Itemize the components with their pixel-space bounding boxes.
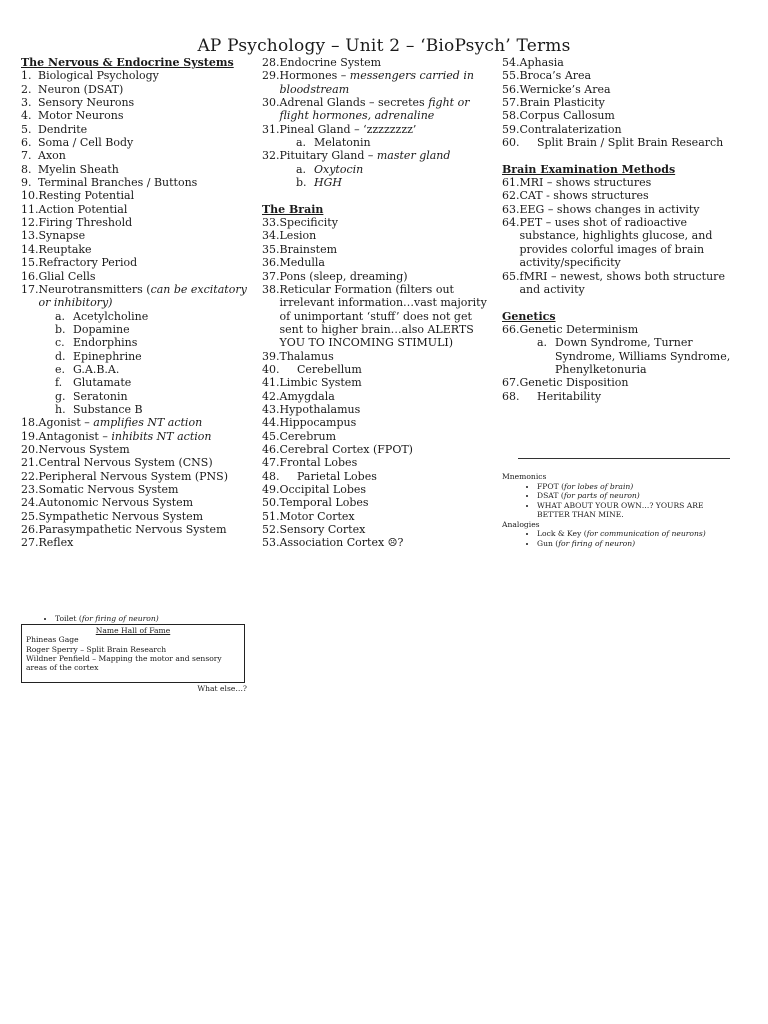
term-item: 66. Genetic Determinism bbox=[502, 322, 639, 336]
term-item: 64. PET – uses shot of radioactive substance, highlights glucose, and provides colorful images of brain activity/specificity bbox=[502, 216, 716, 270]
term-item: 65. fMRI – newest, shows both structure and activity bbox=[502, 269, 729, 296]
term-item: 48. Parietal Lobes bbox=[262, 469, 377, 483]
term-item: 37. Pons (sleep, dreaming) bbox=[262, 269, 408, 283]
section-heading-exam: Brain Examination Methods bbox=[502, 162, 676, 176]
toilet-analogy bbox=[21, 614, 251, 624]
term-list-66 bbox=[502, 323, 738, 336]
term-item: 60. Split Brain / Split Brain Research bbox=[502, 136, 724, 150]
sub-item: h. Substance B bbox=[55, 402, 143, 416]
term-item: 49. Occipital Lobes bbox=[262, 483, 367, 496]
term-item: 23. Somatic Nervous System bbox=[21, 483, 179, 496]
page-title: AP Psychology – Unit 2 – ‘BioPsych’ Terms bbox=[197, 36, 571, 56]
term-item: 39. Thalamus bbox=[262, 349, 334, 363]
term-item: 19. Antagonist – inhibits NT action bbox=[21, 429, 212, 443]
term-item: 24. Autonomic Nervous System bbox=[21, 496, 194, 510]
column-endocrine-brain bbox=[262, 56, 492, 550]
neurotransmitter-list bbox=[21, 310, 253, 417]
sub-item: b. HGH bbox=[296, 176, 342, 190]
term-item: 62. CAT - shows structures bbox=[502, 189, 649, 203]
term-item: 29. Hormones – messengers carried in bloodstream bbox=[262, 69, 474, 96]
sub-item: c. Endorphins bbox=[55, 336, 138, 350]
term-item: 3. Sensory Neurons bbox=[21, 96, 135, 110]
sub-item: b. Dopamine bbox=[55, 322, 130, 336]
term-item: 36. Medulla bbox=[262, 256, 325, 270]
term-item: 40. Cerebellum bbox=[262, 362, 362, 376]
term-item: 53. Association Cortex ☹? bbox=[262, 536, 404, 550]
term-list-28 bbox=[262, 56, 492, 69]
term-item: 12. Firing Threshold bbox=[21, 216, 133, 230]
term-item: 33. Specificity bbox=[262, 216, 338, 230]
list-item: • FPOT (for lobes of brain) bbox=[537, 482, 738, 492]
term-item: 1. Biological Psychology bbox=[21, 69, 159, 83]
term-item: 50. Temporal Lobes bbox=[262, 496, 369, 510]
term-item: 15. Refractory Period bbox=[21, 256, 138, 270]
section-heading-genetics: Genetics bbox=[502, 309, 556, 323]
term-item: 26. Parasympathetic Nervous System bbox=[21, 523, 227, 537]
term-item: 63. EEG – shows changes in activity bbox=[502, 202, 700, 216]
term-item: 16. Glial Cells bbox=[21, 269, 96, 283]
term-item: 14. Reuptake bbox=[21, 242, 92, 256]
term-item: 30. Adrenal Glands – secretes fight or flight hormones, adrenaline bbox=[262, 96, 470, 123]
term-list-20-27 bbox=[21, 443, 253, 550]
sub-item: g. Seratonin bbox=[55, 389, 128, 403]
term-item: 35. Brainstem bbox=[262, 242, 338, 256]
term-item: 43. Hypothalamus bbox=[262, 402, 361, 416]
term-item: 13. Synapse bbox=[21, 229, 86, 243]
term-item: 61. MRI – shows structures bbox=[502, 176, 652, 190]
term-list-54-60 bbox=[502, 56, 738, 149]
term-item: 22. Peripheral Nervous System (PNS) bbox=[21, 469, 229, 483]
term-item: 41. Limbic System bbox=[262, 376, 362, 390]
sub-item: a. Oxytocin bbox=[296, 162, 364, 176]
list-item: • DSAT (for parts of neuron) bbox=[537, 491, 738, 501]
term-item: 56. Wernicke’s Area bbox=[502, 82, 611, 96]
column-brain-genetics bbox=[502, 56, 738, 403]
term-item: 32. Pituitary Gland – master gland bbox=[262, 149, 451, 163]
divider-line bbox=[518, 458, 730, 459]
term-item: 58. Corpus Callosum bbox=[502, 109, 615, 123]
term-item: 7. Axon bbox=[21, 149, 66, 163]
term-list-39-53 bbox=[262, 350, 492, 550]
what-else-note: What else…? bbox=[197, 684, 247, 693]
sub-item: d. Epinephrine bbox=[55, 349, 142, 363]
term-item: 38. Reticular Formation (filters out irrelevant information…vast majority of unimportant ‘stuff’ does not get sent to higher brain…also ALERTS YOU TO INCOMING STIMULI) bbox=[262, 282, 487, 350]
hall-of-fame-name: Wildner Penfield – Mapping the motor and sensory areas of the cortex bbox=[26, 653, 222, 673]
term-item: 46. Cerebral Cortex (FPOT) bbox=[262, 442, 413, 456]
analogies-list bbox=[502, 529, 738, 548]
term-item: 4. Motor Neurons bbox=[21, 109, 124, 123]
term-item: 9. Terminal Branches / Buttons bbox=[21, 176, 198, 190]
term-item: 55. Broca’s Area bbox=[502, 69, 592, 83]
term-item: 28. Endocrine System bbox=[262, 56, 382, 69]
term-item: 34. Lesion bbox=[262, 229, 317, 243]
term-item: 6. Soma / Cell Body bbox=[21, 136, 134, 150]
term-item: 18. Agonist – amplifies NT action bbox=[21, 416, 203, 430]
term-item: 52. Sensory Cortex bbox=[262, 523, 366, 537]
term-item: 2. Neuron (DSAT) bbox=[21, 82, 124, 96]
column-nervous-endocrine bbox=[21, 56, 253, 550]
term-item: 51. Motor Cortex bbox=[262, 509, 355, 523]
term-item: 57. Brain Plasticity bbox=[502, 96, 605, 110]
term-item: 31. Pineal Gland – ‘zzzzzzzz’ bbox=[262, 122, 417, 136]
term-list-67-68 bbox=[502, 376, 738, 403]
term-item: 67. Genetic Disposition bbox=[502, 376, 629, 390]
section-heading-brain: The Brain bbox=[262, 202, 324, 216]
term-list-33-37 bbox=[262, 216, 492, 283]
sub-item: a. Melatonin bbox=[296, 136, 371, 150]
hall-of-fame-title: Name Hall of Fame bbox=[95, 626, 171, 635]
term-item: 68. Heritability bbox=[502, 389, 602, 403]
hall-of-fame-name: Phineas Gage bbox=[26, 635, 79, 645]
sub-item: a. Acetylcholine bbox=[55, 309, 149, 323]
term-item: 8. Myelin Sheath bbox=[21, 162, 119, 176]
analogies-label: Analogies bbox=[502, 519, 540, 529]
term-item: 44. Hippocampus bbox=[262, 416, 357, 430]
term-list-1-16 bbox=[21, 69, 253, 283]
term-item: 47. Frontal Lobes bbox=[262, 456, 358, 470]
mnemonics-block bbox=[502, 472, 738, 548]
term-item: 45. Cerebrum bbox=[262, 429, 337, 443]
sub-item: e. G.A.B.A. bbox=[55, 362, 120, 376]
hall-of-fame-name: Roger Sperry – Split Brain Research bbox=[26, 644, 167, 654]
list-item: • Gun (for firing of neuron) bbox=[537, 539, 738, 549]
sub-item: a. Down Syndrome, Turner Syndrome, Williams Syndrome, Phenylketonuria bbox=[537, 336, 731, 376]
term-item: 5. Dendrite bbox=[21, 122, 88, 136]
term-item: 42. Amygdala bbox=[262, 389, 335, 403]
term-list-61-65 bbox=[502, 176, 738, 296]
mnemonics-label: Mnemonics bbox=[502, 472, 547, 481]
mnemonics-list bbox=[502, 482, 738, 520]
term-item: 17. Neurotransmitters (can be excitatory or inhibitory) bbox=[21, 282, 247, 310]
term-item: 27. Reflex bbox=[21, 536, 74, 550]
hall-of-fame-names bbox=[26, 635, 240, 672]
term-item: 20. Nervous System bbox=[21, 442, 130, 456]
list-item: • Toilet (for firing of neuron) bbox=[55, 614, 251, 624]
term-item: 10. Resting Potential bbox=[21, 189, 135, 203]
hall-of-fame-box bbox=[21, 624, 245, 683]
term-item: 21. Central Nervous System (CNS) bbox=[21, 456, 213, 470]
term-item: 25. Sympathetic Nervous System bbox=[21, 509, 204, 523]
sub-item: f. Glutamate bbox=[55, 376, 132, 390]
term-item: 54. Aphasia bbox=[502, 56, 564, 69]
list-item: • Lock & Key (for communication of neurons) bbox=[537, 529, 738, 539]
section-heading-nervous: The Nervous & Endocrine Systems bbox=[21, 56, 234, 69]
term-item: 11. Action Potential bbox=[21, 202, 128, 216]
term-item: 59. Contralaterization bbox=[502, 122, 622, 136]
list-item: • WHAT ABOUT YOUR OWN…? YOURS ARE BETTER THAN MINE. bbox=[537, 501, 738, 520]
